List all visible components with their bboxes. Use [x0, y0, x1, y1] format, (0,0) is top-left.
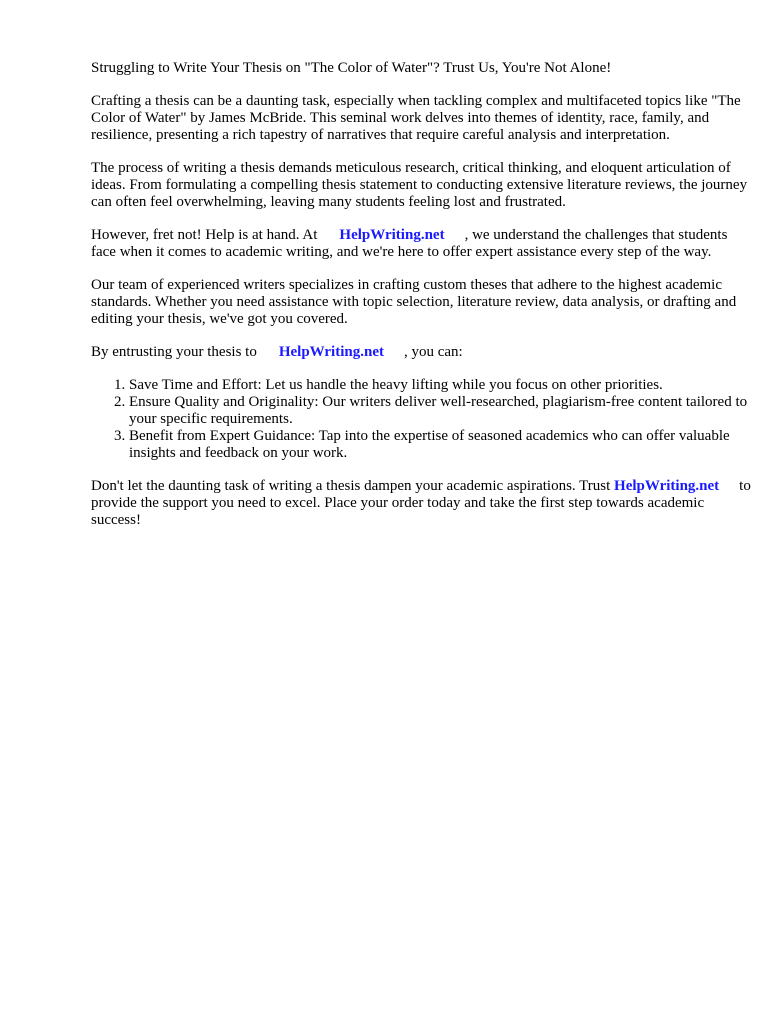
benefits-list: [91, 377, 751, 462]
help-paragraph: [91, 227, 751, 261]
list-item: 1. Save Time and Effort: Let us handle the heavy lifting while you focus on other priorities.: [129, 377, 751, 394]
document-page: [91, 60, 751, 545]
helpwriting-link[interactable]: HelpWriting.net: [278, 344, 384, 360]
helpwriting-link[interactable]: HelpWriting.net: [339, 227, 445, 243]
entrust-text-after: , you can:: [403, 344, 463, 360]
helpwriting-link[interactable]: HelpWriting.net: [614, 478, 720, 494]
intro-paragraph: Crafting a thesis can be a daunting task, especially when tackling complex and multifaceted topics like "The Color of Water" by James McBride. This seminal work delves into themes of identity, race, family, and resilience, presenting a rich tapestry of narratives that require careful analysis and interpretation.: [91, 93, 741, 143]
closing-text-before: Don't let the daunting task of writing a thesis dampen your academic aspirations. Trust: [91, 478, 611, 494]
list-item: 2. Ensure Quality and Originality: Our writers deliver well-researched, plagiarism-free content tailored to your specific requirements.: [129, 394, 751, 428]
team-paragraph: Our team of experienced writers specializes in crafting custom theses that adhere to the highest academic standards. Whether you need assistance with topic selection, literature review, data analysis, or drafting and editing your thesis, we've got you covered.: [91, 277, 737, 327]
entrust-paragraph: [91, 344, 751, 361]
document-title: Struggling to Write Your Thesis on "The Color of Water"? Trust Us, You're Not Alone!: [91, 60, 612, 76]
entrust-text-before: By entrusting your thesis to: [91, 344, 257, 360]
closing-paragraph: [91, 478, 751, 529]
process-paragraph: The process of writing a thesis demands meticulous research, critical thinking, and eloquent articulation of ideas. From formulating a compelling thesis statement to conducting extensive literature reviews, the journey can often feel overwhelming, leaving many students feeling lost and frustrated.: [91, 160, 748, 210]
closing-text-after: to provide the support you need to excel. Place your order today and take the first step towards academic success!: [91, 478, 751, 528]
help-text-before: However, fret not! Help is at hand. At: [91, 227, 318, 243]
help-text-after: , we understand the challenges that students face when it comes to academic writing, and we're here to offer expert assistance every step of the way.: [91, 227, 728, 260]
list-item: 3. Benefit from Expert Guidance: Tap into the expertise of seasoned academics who can offer valuable insights and feedback on your work.: [129, 428, 751, 462]
